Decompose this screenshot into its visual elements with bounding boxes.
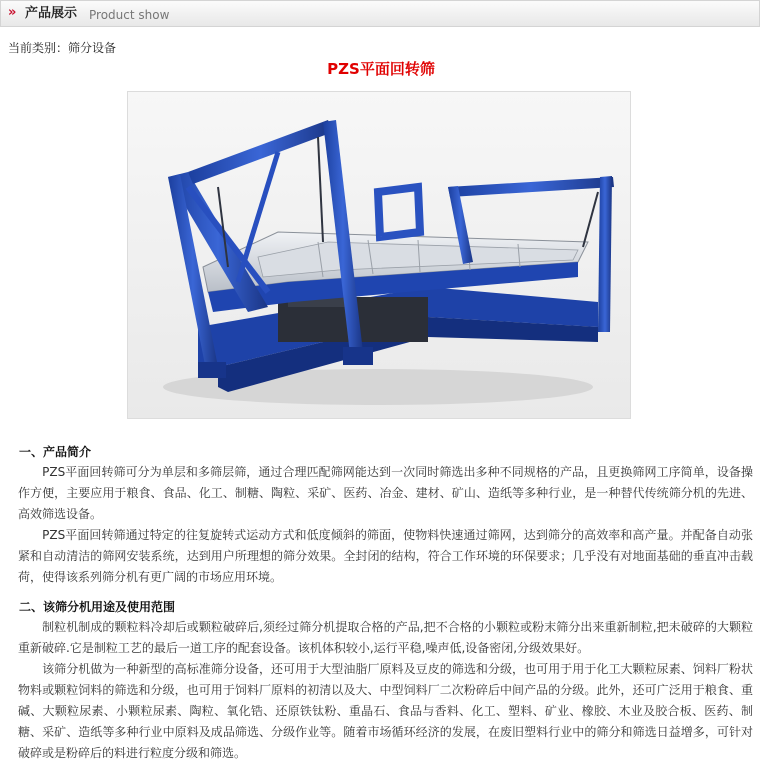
intro-paragraph-1: PZS平面回转筛可分为单层和多筛层筛，通过合理匹配筛网能达到一次同时筛选出多种不同规格的产品，且更换筛网工序简单，设备操作方便，主要应用于粮食、食品、化工、制糖、陶粒、采矿、医药、冶金、建材、矿山、造纸等多种行业，是一种替代传统筛分机的先进、高效筛选设备。	[18, 465, 753, 521]
header-title: 产品展示	[25, 6, 78, 21]
usage-paragraph-1: 制粒机制成的颗粒料冷却后或颗粒破碎后,须经过筛分机提取合格的产品,把不合格的小颗粒或粉末筛分出来重新制粒,把未破碎的大颗粒重新破碎.它是制粒工艺的最后一道工序的配套设备。该机体积较小,运行平稳,噪声低,设备密闭,分级效果好。	[18, 620, 753, 655]
rotary-screen-illustration	[128, 92, 630, 418]
breadcrumb: 当前类别：筛分设备	[8, 41, 117, 55]
usage-paragraph-2: 该筛分机做为一种新型的高标准筛分设备，还可用于大型油脂厂原料及豆皮的筛选和分级，也可用于用于化工大颗粒尿素、饲料厂粉状物料或颗粒饲料的筛选和分级，也可用于饲料厂原料的初清以及大、中型饲料厂二次粉碎后中间产品的分级。此外，还可广泛用于粮食、重碱、大颗粒尿素、小颗粒尿素、陶粒、氧化锆、还原铁钛粉、重晶石、食品与香料、化工、塑料、矿业、橡胶、木业及胶合板、医药、制糖、采矿、造纸等多种行业中原料及成品筛选、分级作业等。随着市场循环经济的发展，在废旧塑料行业中的筛分和筛选日益增多，可针对破碎或是粉碎后的料进行粒度分级和筛选。	[18, 662, 753, 760]
product-title: PZS平面回转筛	[327, 60, 435, 78]
section-header	[0, 0, 760, 27]
double-chevron-right-icon: »	[8, 5, 17, 20]
intro-paragraph-2: PZS平面回转筛通过特定的往复旋转式运动方式和低度倾斜的筛面，使物料快速通过筛网，达到筛分的高效率和高产量。并配备自动张紧和自动清洁的筛网安装系统，达到用户所理想的筛分效果。全封闭的结构，符合工作环境的环保要求；几乎没有对地面基础的垂直冲击载荷，使得该系列筛分机有更广阔的市场应用环境。	[18, 528, 753, 584]
header-subtitle: Product show	[89, 8, 170, 22]
product-image	[127, 91, 631, 419]
section-heading-usage: 二、该筛分机用途及使用范围	[19, 600, 176, 614]
section-heading-intro: 一、产品简介	[19, 445, 92, 459]
